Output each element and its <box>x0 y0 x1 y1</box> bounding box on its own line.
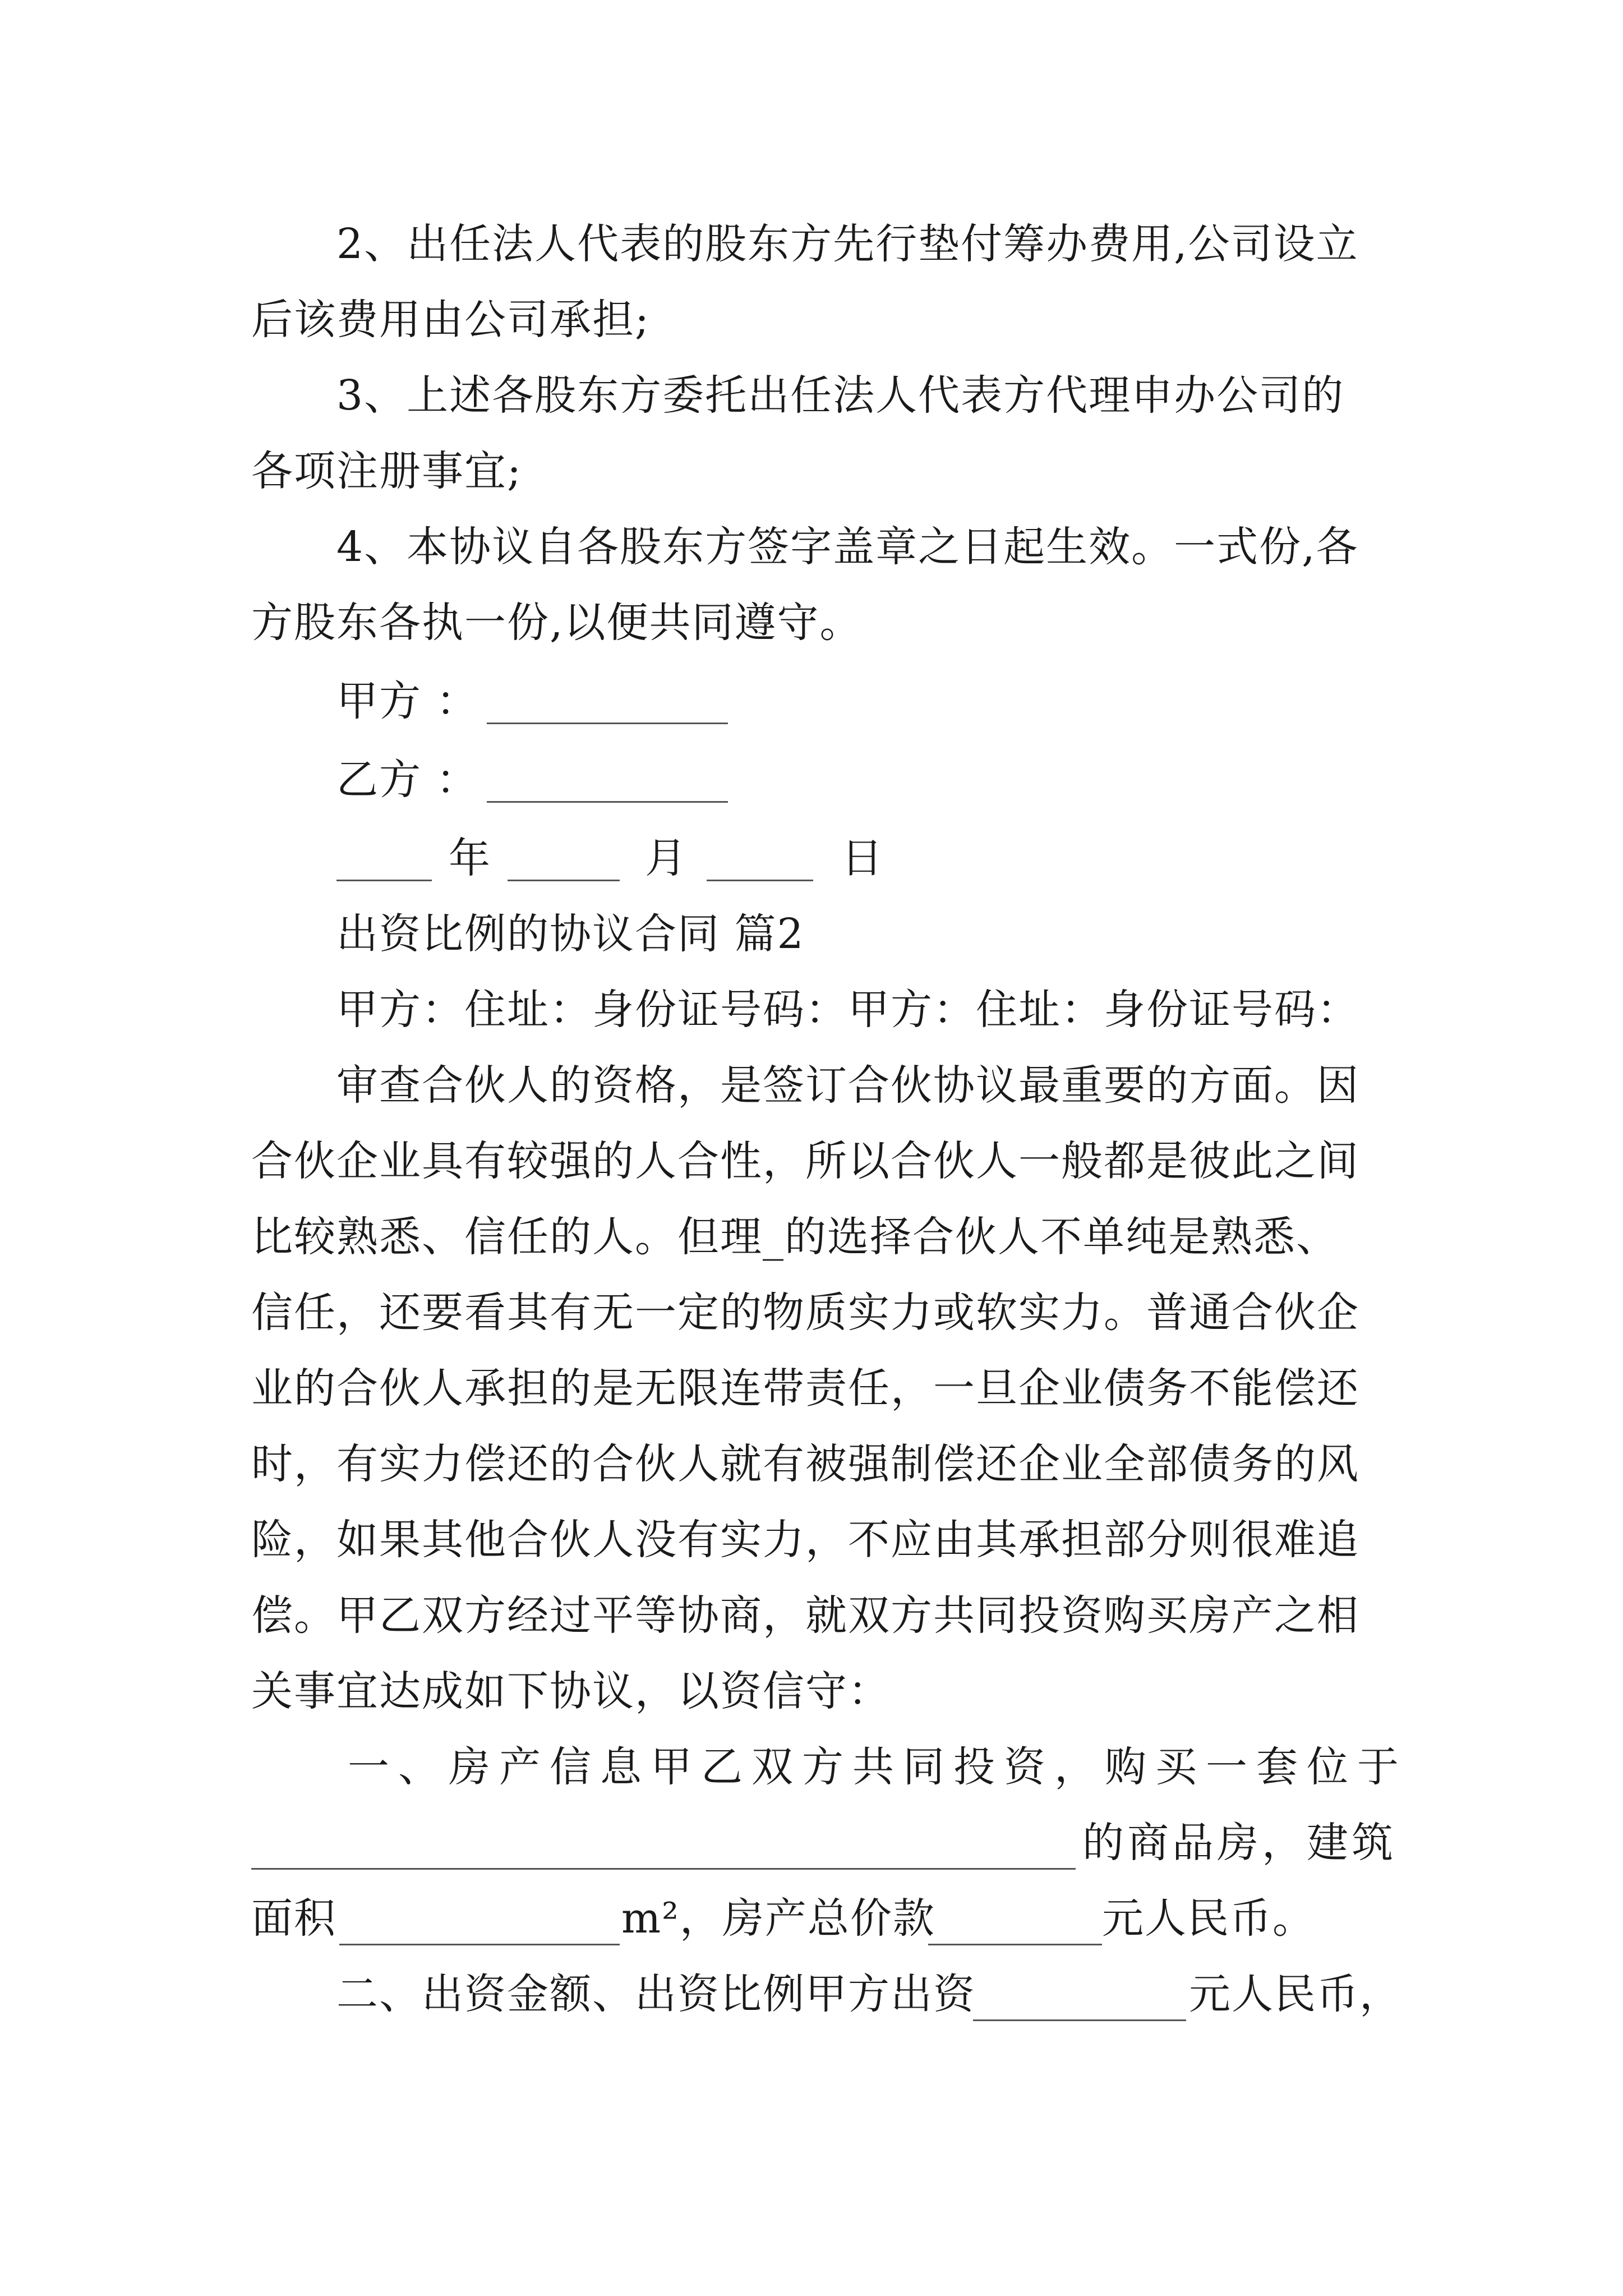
clause-2-line-1: 2、出任法人代表的股东方先行垫付筹办费用,公司设立 <box>336 220 1359 268</box>
parties-line: 甲方：住址：身份证号码：甲方：住址：身份证号码： <box>336 986 1359 1034</box>
day-blank[interactable] <box>707 880 813 881</box>
body-line: 险，如果其他合伙人没有实力，不应由其承担部分则很难追 <box>251 1516 1359 1564</box>
body-line: 关事宜达成如下协议，以资信守： <box>251 1667 891 1715</box>
item-1-line-1: 一、房产信息甲乙双方共同投资，购买一套位于 <box>348 1743 1408 1791</box>
day-label: 日 <box>841 834 884 882</box>
party-b-signature-blank[interactable] <box>487 801 728 803</box>
property-location-blank[interactable] <box>251 1868 1076 1870</box>
body-line: 偿。甲乙双方经过平等协商，就双方共同投资购买房产之相 <box>251 1591 1359 1640</box>
clause-3-line-1: 3、上述各股东方委托出任法人代表方代理申办公司的 <box>336 371 1345 420</box>
clause-4-line-2: 方股东各执一份,以便共同遵守。 <box>251 599 863 647</box>
body-line: 时，有实力偿还的合伙人就有被强制偿还企业全部债务的风 <box>251 1440 1359 1488</box>
body-line: 审查合伙人的资格，是签订合伙协议最重要的方面。因 <box>336 1061 1359 1110</box>
party-a-signature-row <box>336 673 1384 729</box>
party-b-label: 乙方 ： <box>336 756 479 804</box>
party-b-signature-row <box>336 752 1384 808</box>
body-line: 信任，还要看其有无一定的物质实力或软实力。普通合伙企 <box>251 1289 1359 1337</box>
month-blank[interactable] <box>508 880 620 881</box>
clause-3-line-2: 各项注册事宜; <box>251 447 522 495</box>
price-unit: 元人民币。 <box>1102 1894 1315 1943</box>
section-title: 出资比例的协议合同 篇2 <box>336 910 805 958</box>
body-line: 比较熟悉、信任的人。但理_的选择合伙人不单纯是熟悉、 <box>251 1213 1339 1261</box>
price-blank[interactable] <box>928 1944 1102 1945</box>
clause-2-line-2: 后该费用由公司承担; <box>251 296 650 344</box>
party-a-label: 甲方 ： <box>336 677 479 725</box>
party-a-signature-blank[interactable] <box>487 723 728 724</box>
area-label: 面积 <box>251 1894 336 1943</box>
body-line: 合伙企业具有较强的人合性，所以合伙人一般都是彼此之间 <box>251 1137 1359 1185</box>
year-blank[interactable] <box>336 880 432 881</box>
body-line: 业的合伙人承担的是无限连带责任，一旦企业债务不能偿还 <box>251 1364 1359 1412</box>
area-blank[interactable] <box>339 1944 620 1945</box>
clause-4-line-1: 4、本协议自各股东方签字盖章之日起生效。一式份,各 <box>336 523 1359 571</box>
month-label: 月 <box>645 834 688 882</box>
item-2-prefix: 二、出资金额、出资比例甲方出资 <box>336 1970 976 2018</box>
item-1-line-2-suffix: 的商品房，建筑 <box>1082 1819 1396 1867</box>
party-a-contribution-blank[interactable] <box>973 2019 1186 2021</box>
item-2-suffix: 元人民币， <box>1189 1970 1402 2018</box>
area-unit-and-price-label: m²，房产总价款 <box>621 1894 935 1943</box>
year-label: 年 <box>449 834 491 882</box>
